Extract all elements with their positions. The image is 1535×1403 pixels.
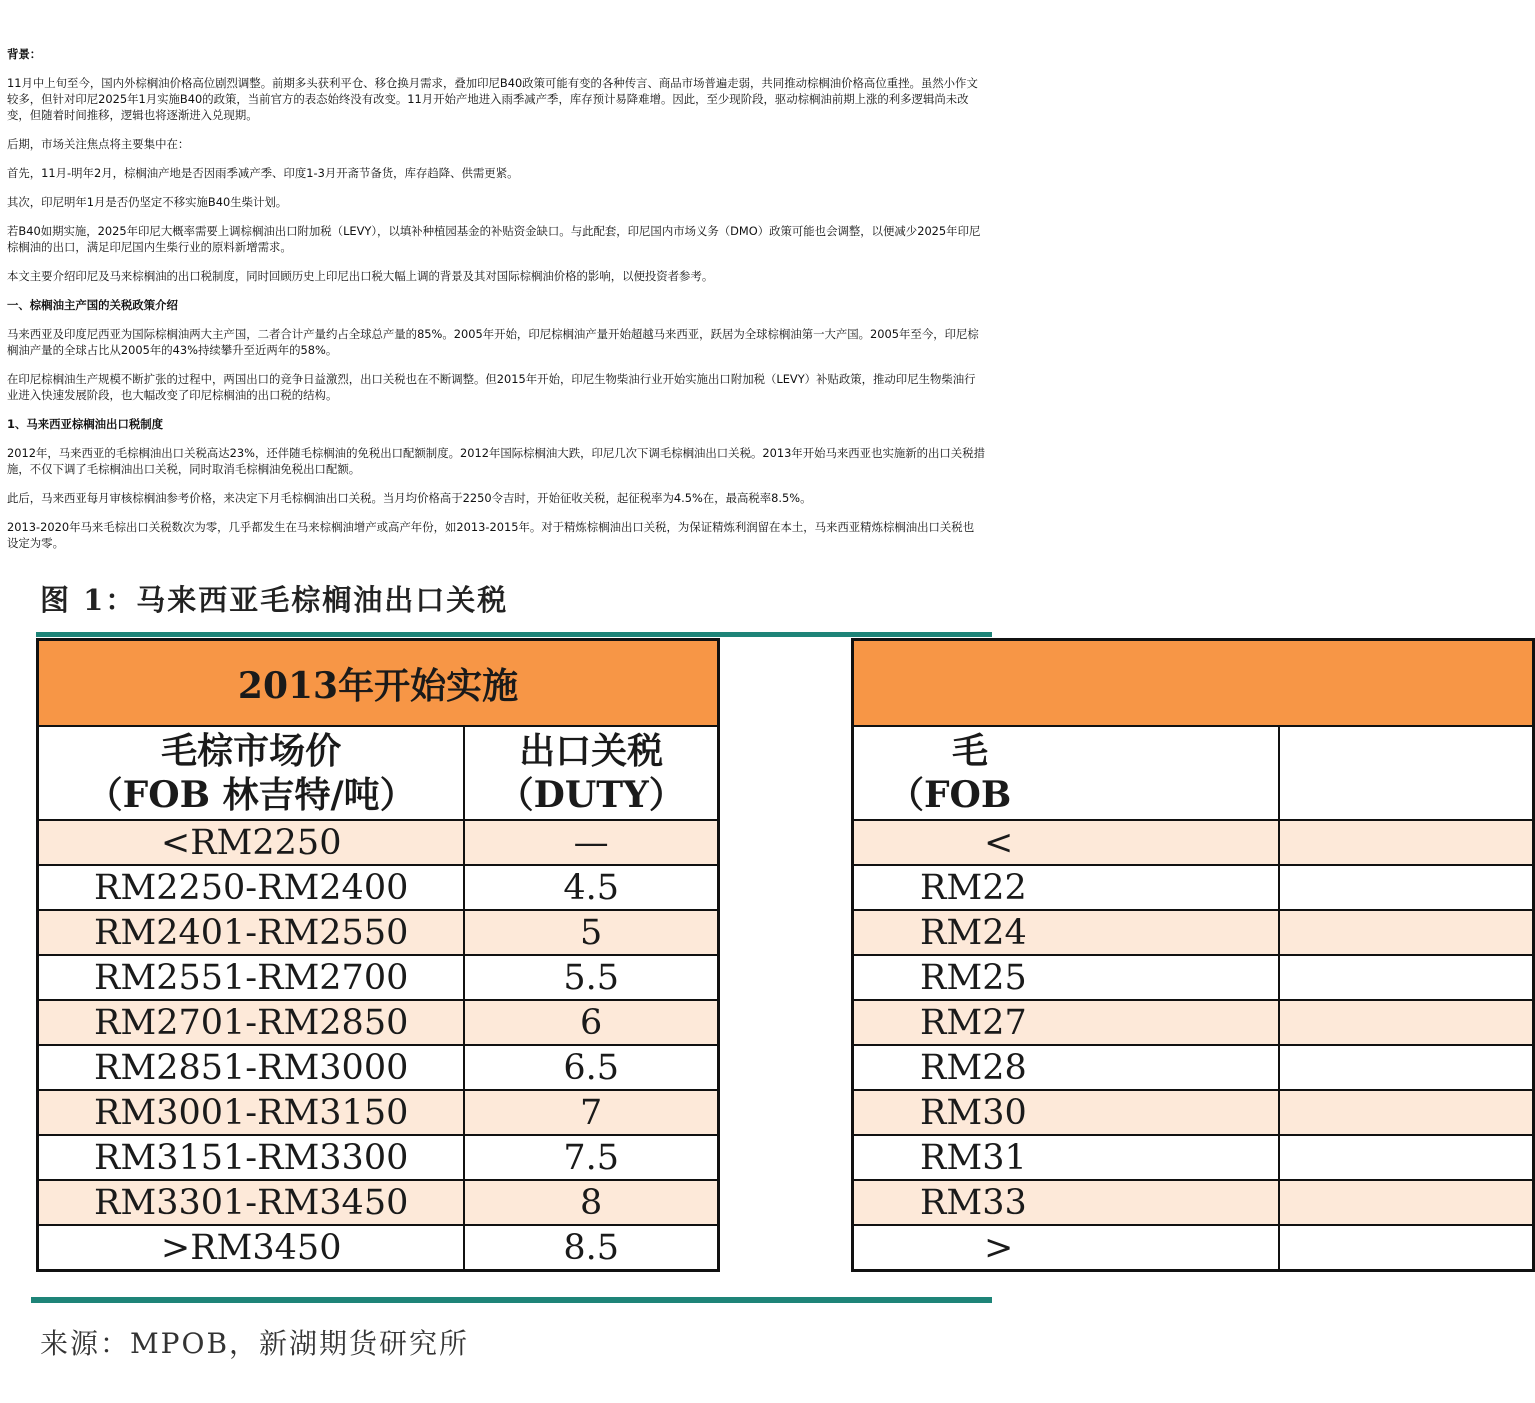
table-caption	[853, 640, 1534, 727]
table-row	[853, 865, 1534, 910]
paragraph-2: 后期，市场关注焦点将主要集中在：	[7, 137, 190, 151]
price-range-cell: RM33	[853, 1180, 1280, 1225]
table-row	[38, 820, 719, 865]
paragraph-9: 2012年，马来西亚的毛棕榈油出口关税高达23%，还伴随毛棕榈油的免税出口配额制度。2012年国际棕榈油大跌，印尼几次下调毛棕榈油出口关税。2013年开始马来西亚也实施新的出口关税措施，不仅下调了毛棕榈油出口关税，同时取消毛棕榈油免税出口配额。	[7, 446, 985, 476]
background-heading: 背景：	[7, 47, 42, 61]
section-heading-2: 1、马来西亚棕榈油出口税制度	[7, 417, 164, 431]
duty-rate-cell: 8.5	[464, 1225, 718, 1271]
section-heading-1: 一、棕榈油主产国的关税政策介绍	[7, 298, 178, 312]
price-range-cell: >	[853, 1225, 1280, 1271]
price-header-line2: （FOB	[888, 774, 1012, 816]
paragraph-10: 此后，马来西亚每月审核棕榈油参考价格，来决定下月毛棕榈油出口关税。当月均价格高于2250令吉时，开始征收关税，起征税率为4.5%在，最高税率8.5%。	[7, 491, 812, 505]
duty-rate-cell	[1279, 1090, 1533, 1135]
price-range-cell: RM31	[853, 1135, 1280, 1180]
price-range-cell: >RM3450	[38, 1225, 465, 1271]
price-range-cell: RM2250-RM2400	[38, 865, 465, 910]
price-range-cell: RM2701-RM2850	[38, 1000, 465, 1045]
table-caption: 2013年开始实施	[38, 640, 719, 727]
duty-table-second	[851, 638, 1535, 1272]
duty-table-2013	[36, 638, 720, 1272]
duty-rate-cell	[1279, 865, 1533, 910]
table-row	[38, 1000, 719, 1045]
figure-title: 图 1：马来西亚毛棕榈油出口关税	[40, 583, 509, 617]
price-range-cell: RM3301-RM3450	[38, 1180, 465, 1225]
table-row	[38, 910, 719, 955]
duty-rate-cell	[1279, 820, 1533, 865]
duty-rate-cell: 7.5	[464, 1135, 718, 1180]
table-row	[38, 1045, 719, 1090]
duty-column-header	[464, 726, 718, 820]
paragraph-8: 在印尼棕榈油生产规模不断扩张的过程中，两国出口的竞争日益激烈，出口关税也在不断调整。但2015年开始，印尼生物柴油行业开始实施出口附加税（LEVY）补贴政策，推动印尼生物柴油行业进入快速发展阶段，也大幅改变了印尼棕榈油的出口税的结构。	[7, 372, 976, 402]
table-row	[38, 1135, 719, 1180]
price-range-cell: RM2401-RM2550	[38, 910, 465, 955]
table-row	[38, 1225, 719, 1271]
figure-top-rule	[36, 632, 992, 637]
price-range-cell: RM25	[853, 955, 1280, 1000]
price-range-cell: RM2851-RM3000	[38, 1045, 465, 1090]
paragraph-1: 11月中上旬至今，国内外棕榈油价格高位剧烈调整。前期多头获利平仓、移仓换月需求，叠加印尼B40政策可能有变的各种传言、商品市场普遍走弱，共同推动棕榈油价格高位重挫。虽然小作文较多，但针对印尼2025年1月实施B40的政策，当前官方的表态始终没有改变。11月开始产地进入雨季减产季，库存预计易降难增。因此，至少现阶段，驱动棕榈油前期上涨的利多逻辑尚未改变，但随着时间推移，逻辑也将逐渐进入兑现期。	[7, 76, 978, 122]
price-range-cell: <RM2250	[38, 820, 465, 865]
duty-rate-cell: 7	[464, 1090, 718, 1135]
article-body	[7, 46, 985, 564]
paragraph-6: 本文主要介绍印尼及马来棕榈油的出口税制度，同时回顾历史上印尼出口税大幅上调的背景及其对国际棕榈油价格的影响，以便投资者参考。	[7, 269, 714, 283]
price-header-line1: 毛	[952, 730, 989, 772]
paragraph-3: 首先，11月-明年2月，棕榈油产地是否因雨季减产季、印度1-3月开斋节备货，库存趋降、供需更紧。	[7, 166, 519, 180]
price-header-line1: 毛棕市场价	[161, 730, 342, 772]
table-row	[853, 1135, 1534, 1180]
table-row	[38, 955, 719, 1000]
table-row	[38, 1180, 719, 1225]
price-header-line2: （FOB 林吉特/吨）	[86, 774, 416, 816]
paragraph-11: 2013-2020年马来毛棕出口关税数次为零，几乎都发生在马来棕榈油增产或高产年份，如2013-2015年。对于精炼棕榈油出口关税，为保证精炼利润留在本土，马来西亚精炼棕榈油出口关税也设定为零。	[7, 520, 975, 550]
price-range-cell: RM27	[853, 1000, 1280, 1045]
table-row	[38, 865, 719, 910]
duty-rate-cell: 6.5	[464, 1045, 718, 1090]
duty-rate-cell	[1279, 910, 1533, 955]
duty-rate-cell	[1279, 1045, 1533, 1090]
duty-rate-cell	[1279, 1000, 1533, 1045]
duty-rate-cell	[1279, 955, 1533, 1000]
duty-column-header	[1279, 726, 1533, 820]
duty-header-line1: 出口关税	[519, 730, 664, 772]
duty-rate-cell	[1279, 1135, 1533, 1180]
duty-rate-cell: 8	[464, 1180, 718, 1225]
figure-bottom-rule	[31, 1297, 992, 1303]
table-row	[853, 820, 1534, 865]
price-range-cell: RM24	[853, 910, 1280, 955]
table-row	[853, 1180, 1534, 1225]
table-row	[853, 1045, 1534, 1090]
table-row	[853, 910, 1534, 955]
price-column-header	[38, 726, 465, 820]
table-row	[853, 1225, 1534, 1271]
price-range-cell: RM3151-RM3300	[38, 1135, 465, 1180]
price-range-cell: RM3001-RM3150	[38, 1090, 465, 1135]
duty-rate-cell: 4.5	[464, 865, 718, 910]
price-range-cell: RM22	[853, 865, 1280, 910]
price-range-cell: <	[853, 820, 1280, 865]
price-range-cell: RM28	[853, 1045, 1280, 1090]
figure-source: 来源：MPOB，新湖期货研究所	[40, 1327, 470, 1360]
paragraph-4: 其次，印尼明年1月是否仍坚定不移实施B40生柴计划。	[7, 195, 288, 209]
paragraph-5: 若B40如期实施，2025年印尼大概率需要上调棕榈油出口附加税（LEVY），以填补种植园基金的补贴资金缺口。与此配套，印尼国内市场义务（DMO）政策可能也会调整，以便减少2025年印尼棕榈油的出口，满足印尼国内生柴行业的原料新增需求。	[7, 224, 981, 254]
price-range-cell: RM30	[853, 1090, 1280, 1135]
table-row	[853, 1090, 1534, 1135]
duty-rate-cell: 5.5	[464, 955, 718, 1000]
price-range-cell: RM2551-RM2700	[38, 955, 465, 1000]
duty-rate-cell: 5	[464, 910, 718, 955]
duty-rate-cell	[1279, 1225, 1533, 1271]
price-column-header	[853, 726, 1280, 820]
table-row	[38, 1090, 719, 1135]
table-row	[853, 955, 1534, 1000]
duty-rate-cell	[1279, 1180, 1533, 1225]
paragraph-7: 马来西亚及印度尼西亚为国际棕榈油两大主产国，二者合计产量约占全球总产量的85%。2005年开始，印尼棕榈油产量开始超越马来西亚，跃居为全球棕榈油第一大产国。2005年至今，印尼棕榈油产量的全球占比从2005年的43%持续攀升至近两年的58%。	[7, 327, 979, 357]
duty-rate-cell: 6	[464, 1000, 718, 1045]
table-row	[853, 1000, 1534, 1045]
duty-rate-cell: —	[464, 820, 718, 865]
duty-header-line2: （DUTY）	[497, 774, 685, 816]
